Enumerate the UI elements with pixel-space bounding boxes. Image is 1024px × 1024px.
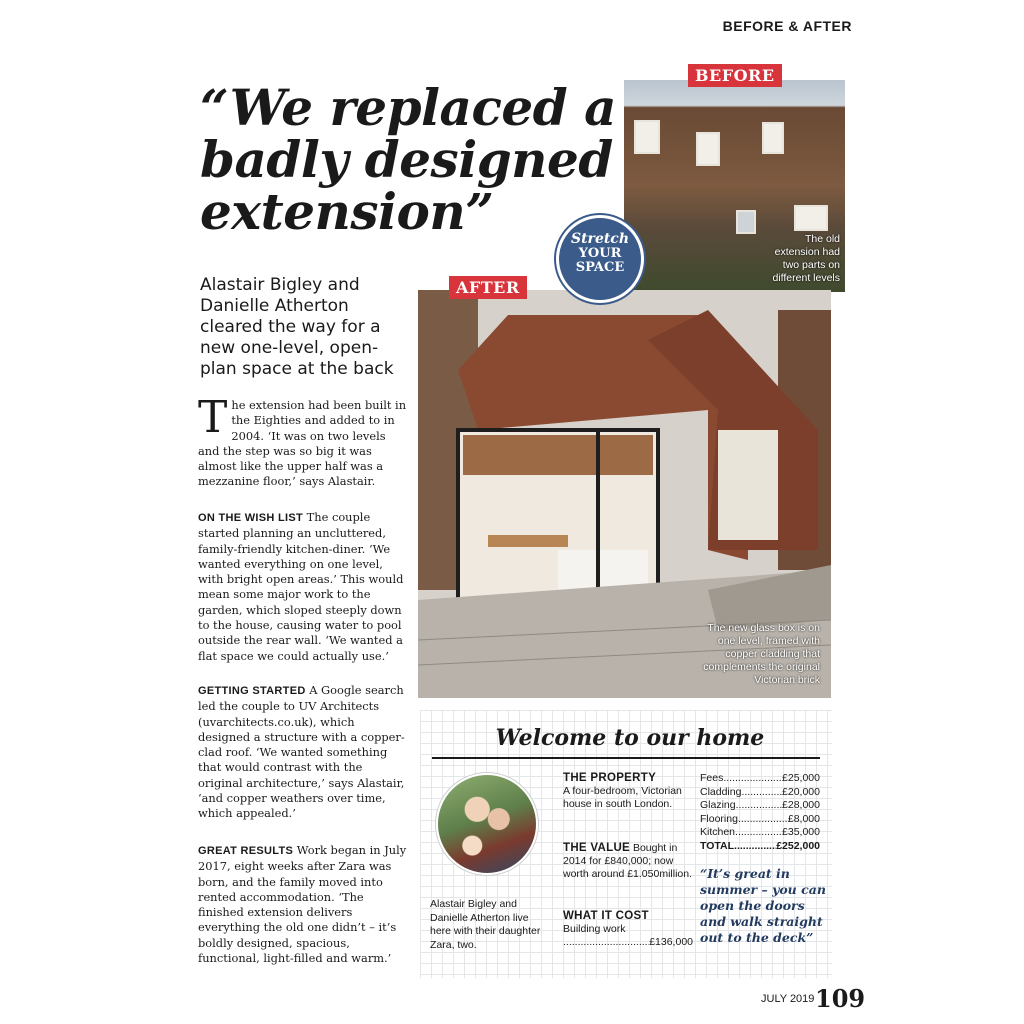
value-block: [563, 842, 693, 881]
welcome-box-title: Welcome to our home: [495, 725, 765, 751]
cost-label: Flooring: [700, 812, 738, 825]
cost-label: TOTAL: [700, 839, 735, 852]
cost-text: Building work: [563, 923, 626, 935]
value-text: Bought in 2014 for £840,000; now worth around £1.050million.: [563, 842, 692, 880]
cost-label: Kitchen: [700, 826, 736, 838]
cost-total-row: [700, 840, 820, 854]
cost-block: [563, 910, 693, 949]
after-caption: The new glass box is on one level, framed with copper cladding that complements the original Victorian brick: [703, 622, 820, 686]
after-label: AFTER: [449, 276, 527, 299]
wish-list-paragraph: [198, 510, 408, 664]
intro-paragraph: [198, 392, 408, 490]
cost-row: [700, 826, 820, 840]
getting-started-heading: GETTING STARTED: [198, 685, 306, 697]
cost-row: [700, 772, 820, 786]
section-tag: BEFORE & AFTER: [722, 18, 852, 34]
leader-dots: [735, 826, 782, 840]
wish-list-text: The couple started planning an uncluttered, family-friendly kitchen-diner. ‘We wanted everything on one level, with bright open areas.’ This would mean some major work to the garden, which sloped steeply down to the house, causing water to pool outside the rear wall. ‘We wanted a flat space we could actually use.’: [198, 510, 404, 663]
family-photo: [436, 773, 538, 875]
cost-amount: £252,000: [776, 839, 820, 852]
badge-line-2: YOUR: [578, 246, 622, 261]
getting-started-text: A Google search led the couple to UV Architects (uvarchitects.co.uk), which designed a structure with a copper-clad roof. ‘We wanted something that would contrast with the original architecture,’ says Alastair, ‘and copper weathers over time, which appealed.’: [198, 683, 405, 821]
cost-heading: WHAT IT COST: [563, 910, 649, 922]
leader-dots: [736, 799, 782, 813]
title-rule: [432, 757, 820, 759]
cost-breakdown: [700, 772, 820, 853]
property-block: [563, 772, 693, 811]
wish-list-heading: ON THE WISH LIST: [198, 512, 304, 524]
badge-line-1: Stretch: [570, 231, 630, 247]
cost-row: [700, 799, 820, 813]
leader-dots: [738, 813, 788, 827]
leader-dots: [563, 936, 649, 949]
cost-amount: £28,000: [782, 799, 820, 811]
great-results-text: Work began in July 2017, eight weeks after Zara was born, and the family moved into rented accommodation. ‘The finished extension delivers everything the old one didn’t – it’s boldly designed, spacious, functional, light-filled and warm.’: [198, 843, 407, 966]
before-caption: The old extension had two parts on different levels: [772, 233, 840, 284]
value-heading: THE VALUE: [563, 842, 631, 854]
stretch-your-space-badge: [556, 215, 644, 303]
cost-amount: £35,000: [782, 826, 820, 838]
badge-line-3: SPACE: [575, 260, 625, 275]
property-heading: THE PROPERTY: [563, 772, 657, 784]
cost-amount: £20,000: [782, 785, 820, 798]
cost-amount: £8,000: [787, 812, 820, 825]
property-text: A four-bedroom, Victorian house in south London.: [563, 785, 682, 810]
cost-label: Fees: [700, 772, 724, 784]
cost-row: [700, 786, 820, 800]
building-work-row: [563, 936, 693, 949]
intro-text: he extension had been built in the Eighties and added to in 2004. ‘It was on two levels and the step was so big it was almost like the upper half was a mezzanine floor,’ says Alastair.: [198, 398, 407, 489]
leader-dots: [734, 840, 776, 854]
leader-dots: [741, 786, 782, 800]
before-label: BEFORE: [688, 64, 782, 87]
headline: “We replaced a badly designed extension”: [200, 78, 616, 241]
great-results-heading: GREAT RESULTS: [198, 845, 294, 857]
page-number: 109: [815, 984, 866, 1013]
getting-started-paragraph: [198, 683, 408, 822]
cost-row: [700, 813, 820, 827]
cost-label: Glazing: [700, 799, 736, 811]
family-caption: Alastair Bigley and Danielle Atherton live here with their daughter Zara, two.: [430, 898, 541, 951]
footer-date: JULY 2019: [761, 993, 815, 1005]
leader-dots: [723, 772, 782, 786]
standfirst: Alastair Bigley and Danielle Atherton cleared the way for a new one-level, open-plan space at the back: [200, 275, 394, 379]
cost-label: Cladding: [700, 785, 742, 798]
pull-quote: “It’s great in summer – you can open the doors and walk straight out to the deck”: [700, 866, 826, 945]
great-results-paragraph: [198, 843, 408, 966]
cost-amount: £25,000: [782, 772, 820, 784]
cost-value: £136,000: [649, 936, 693, 948]
drop-cap: T: [198, 392, 228, 443]
